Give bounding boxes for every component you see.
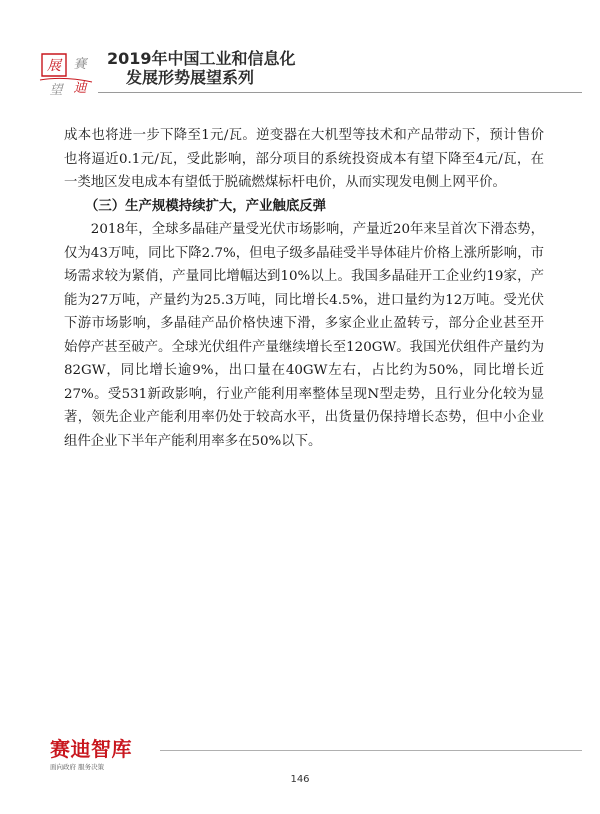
page-number: 146 (290, 774, 310, 785)
svg-text:賽: 賽 (73, 57, 87, 72)
ccid-outlook-logo (36, 46, 96, 102)
paragraph-production-scale: 2018年，全球多晶硅产量受光伏市场影响，产量近20年来呈首次下滑态势，仅为43万吨，同比下降2.7%，但电子级多晶硅受半导体硅片价格上涨所影响，市场需求较为紧俏，产量同比增幅达到10%以上。我国多晶硅开工企业约19家，产能为27万吨，产量约为25.3万吨，同比增长4.5%，进口量约为12万吨。受光伏下游市场影响，多晶硅产品价格快速下滑，多家企业止盈转亏，部分企业甚至开始停产甚至破产。全球光伏组件产量继续增长至120GW。我国光伏组件产量约为82GW，同比增长逾9%，出口量在40GW左右，占比约为50%，同比增长近27%。受531新政影响，行业产能利用率整体呈现N型走势，且行业分化较为显著，领先企业产能利用率仍处于较高水平，出货量仍保持增长态势，但中小企业组件企业下半年产能利用率多在50%以下。 (64, 222, 544, 449)
ccid-think-tank-logo (50, 737, 160, 777)
section-heading: （三）生产规模持续扩大，产业触底反弹 (85, 197, 327, 214)
page-header (0, 0, 600, 110)
svg-text:展: 展 (47, 58, 61, 74)
paragraph-cost-outlook: 成本也将进一步下降至1元/瓦。逆变器在大机型等技术和产品带动下，预计售价也将逼近0.1元/瓦，受此影响，部分项目的系统投资成本有望下降至4元/瓦，在一类地区发电成本有望低于脱硫燃煤标杆电价，从而实现发电侧上网平价。 (64, 128, 544, 190)
header-subtitle: 发展形势展望系列 (126, 68, 255, 87)
svg-text:望: 望 (49, 83, 63, 98)
main-content (64, 124, 544, 453)
footer-brand: 赛迪智库 (50, 737, 132, 761)
header-divider (98, 92, 582, 93)
footer-tagline: 面向政府 服务决策 (50, 763, 105, 771)
footer-divider (160, 750, 582, 751)
header-title: 2019年中国工业和信息化 (107, 49, 296, 68)
svg-text:迪: 迪 (73, 81, 87, 96)
